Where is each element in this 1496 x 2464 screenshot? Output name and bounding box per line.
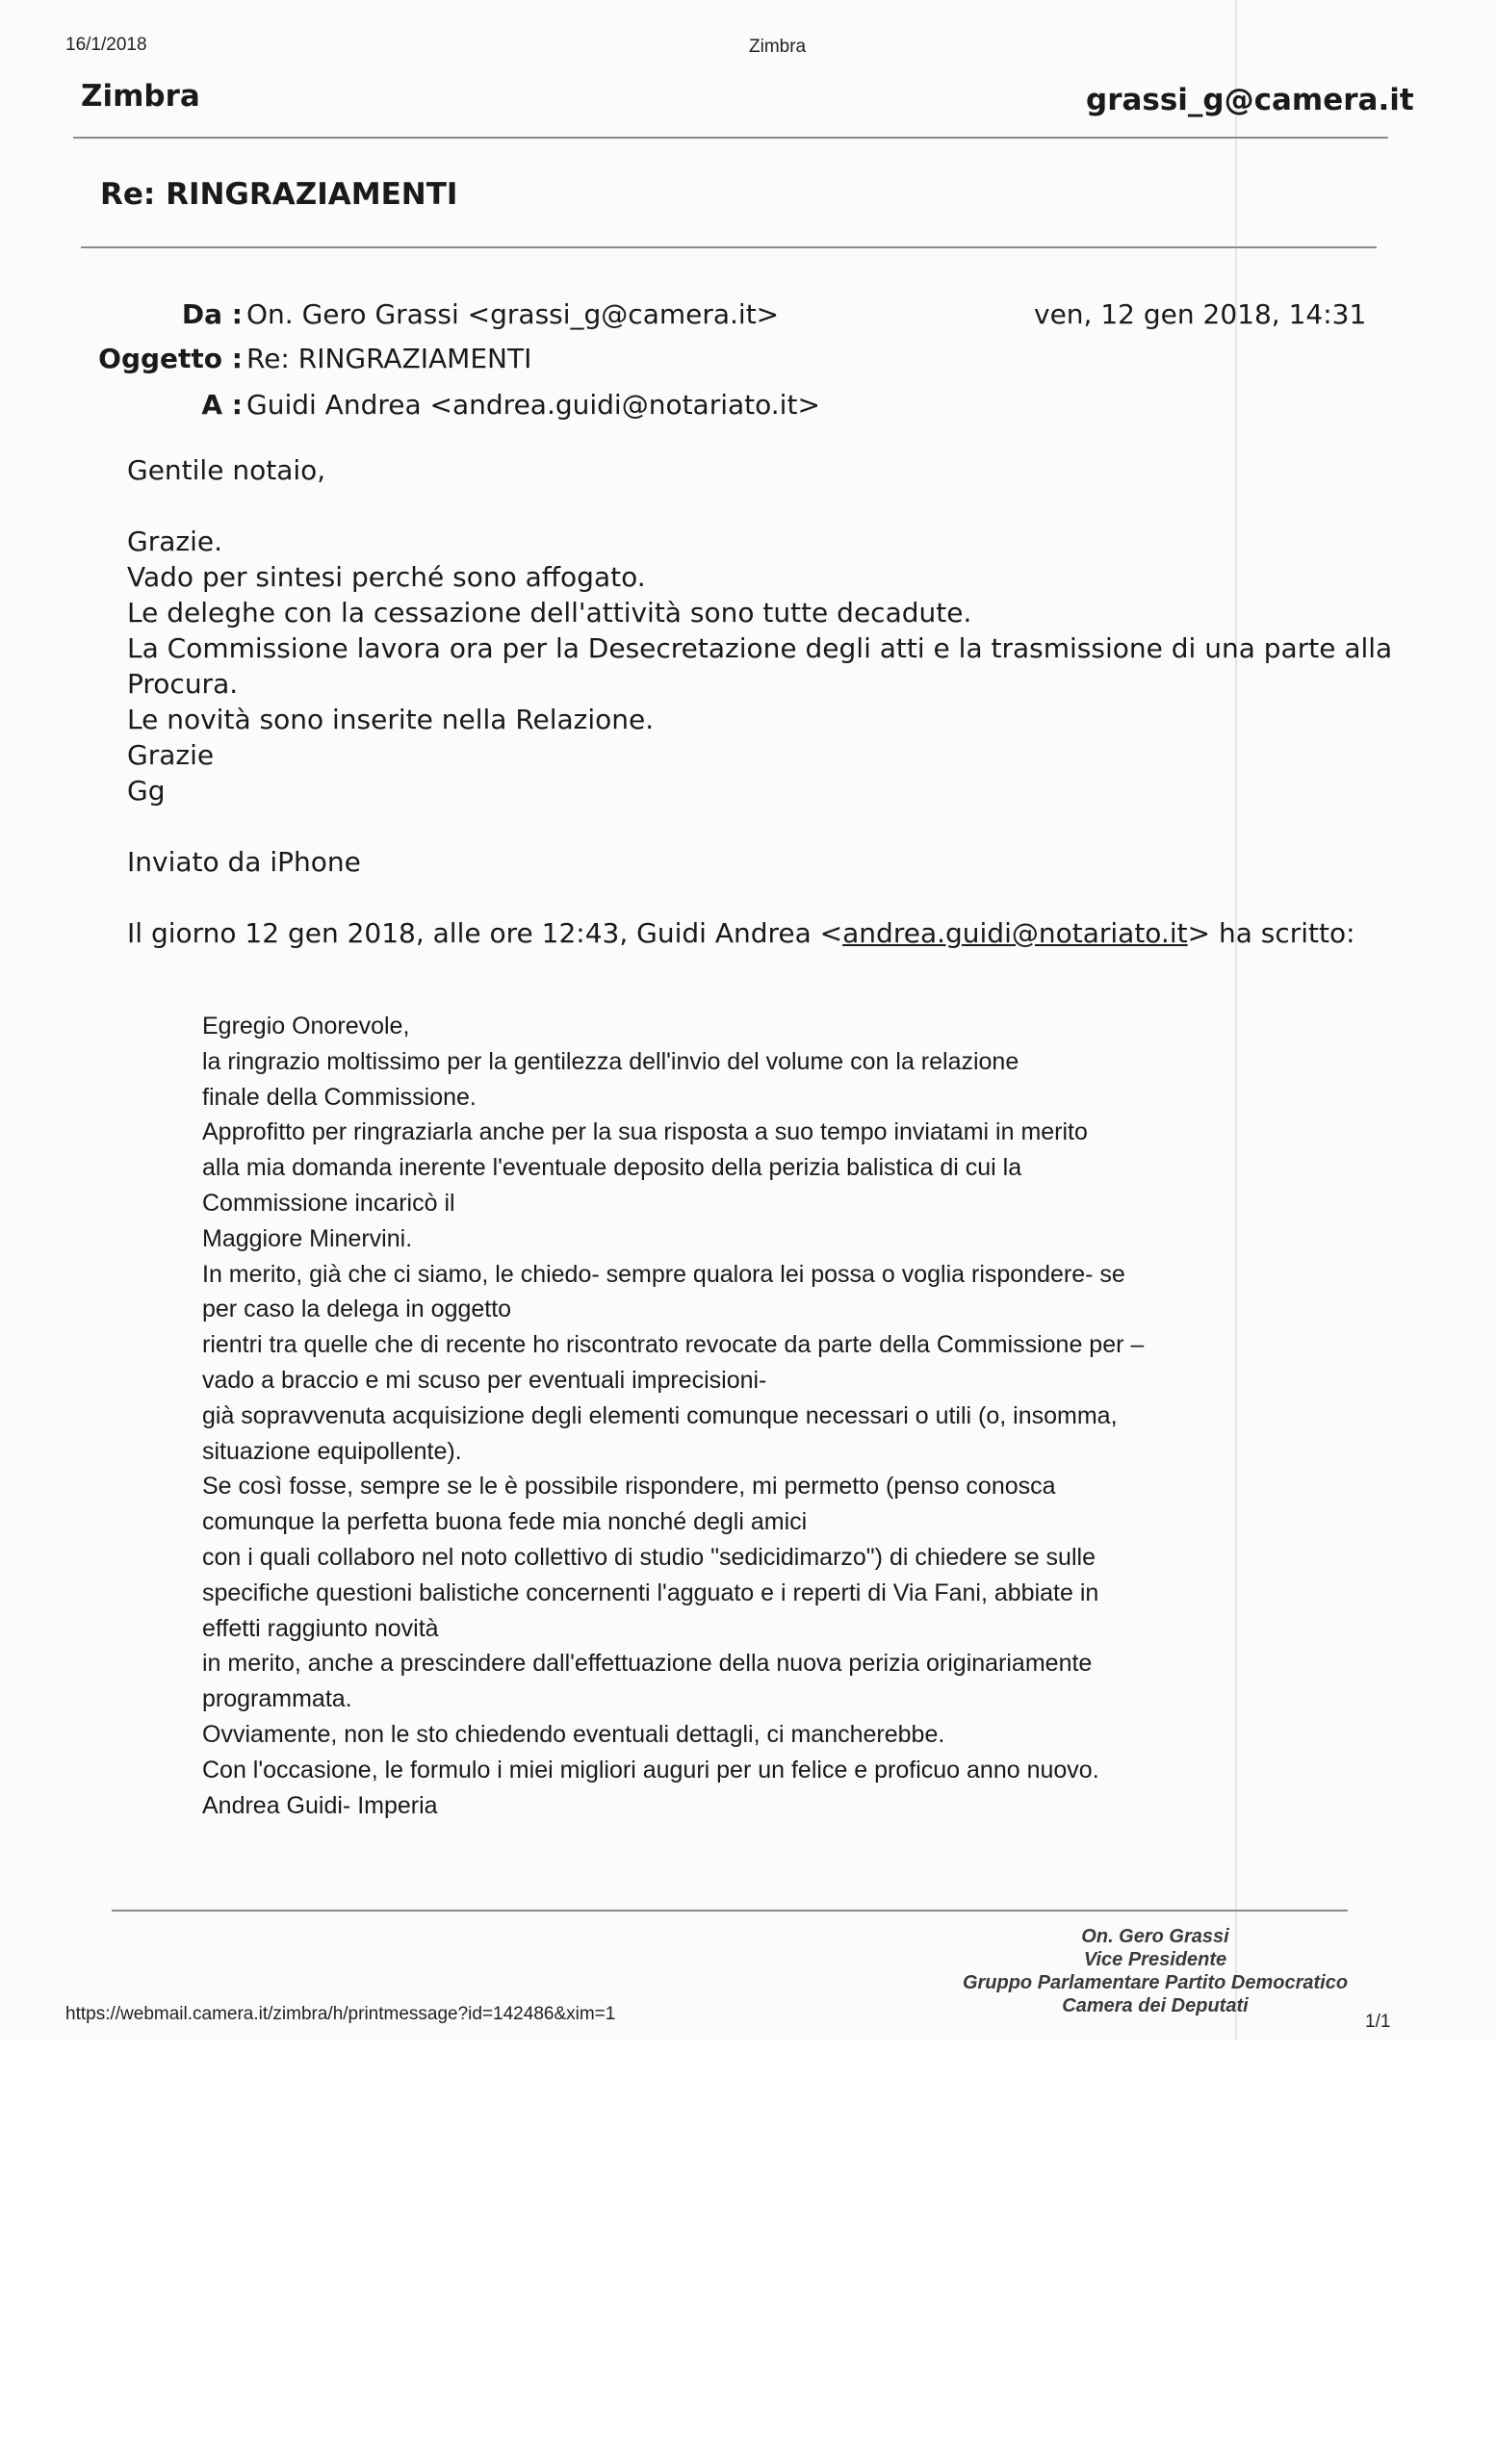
reply-line: Grazie.: [127, 526, 222, 557]
reply-line: Gg: [127, 775, 166, 807]
signature-line: Inviato da iPhone: [127, 846, 361, 878]
page-number: 1/1: [1365, 2012, 1391, 2032]
reply-line: [127, 880, 1379, 915]
stamp-group: Gruppo Parlamentare Partito Democratico: [962, 1972, 1349, 1993]
quote-intro: [127, 915, 1379, 951]
reply-line: Vado per sintesi perché sono affogato.: [127, 561, 646, 593]
quoted-line: Egregio Onorevole,: [202, 1013, 410, 1040]
quote-intro-prefix: Il giorno 12 gen 2018, alle ore 12:43, Guidi Andrea <: [127, 917, 843, 949]
quoted-line: con i quali collaboro nel noto collettivo di studio "sedicidimarzo") di chiedere se sulle: [202, 1543, 1096, 1571]
brand-title: Zimbra: [81, 79, 200, 114]
quoted-line: per caso la delega in oggetto: [202, 1296, 512, 1323]
quoted-line: finale della Commissione.: [202, 1083, 477, 1111]
sender-email-link[interactable]: andrea.guidi@notariato.it: [842, 917, 1188, 949]
message-date: ven, 12 gen 2018, 14:31: [1034, 298, 1367, 330]
quoted-line: Commissione incaricò il: [202, 1189, 455, 1217]
quote-intro-suffix: > ha scritto:: [1187, 917, 1355, 949]
quoted-line: Maggiore Minervini.: [202, 1224, 413, 1252]
quoted-line: situazione equipollente).: [202, 1437, 462, 1465]
subject-value: Re: RINGRAZIAMENTI: [246, 343, 532, 374]
subject-divider: [81, 246, 1377, 248]
reply-body: [127, 452, 1393, 951]
quoted-line: In merito, già che ci siamo, le chiedo- sempre qualora lei possa o voglia rispondere- se: [202, 1260, 1125, 1288]
reply-line: [127, 808, 1379, 844]
reply-line: Le novità sono inserite nella Relazione.: [127, 704, 655, 735]
reply-line: Gentile notaio,: [127, 454, 326, 486]
quoted-line: effetti raggiunto novità: [202, 1614, 439, 1642]
print-app-title: Zimbra: [749, 37, 807, 57]
stamp-chamber: Camera dei Deputati: [1062, 1995, 1249, 2016]
quoted-line: comunque la perfetta buona fede mia nonché degli amici: [202, 1508, 808, 1536]
stamp-name: On. Gero Grassi: [1081, 1926, 1229, 1947]
print-url: https://webmail.camera.it/zimbra/h/printmessage?id=142486&xim=1: [65, 2004, 616, 2024]
from-value: On. Gero Grassi <grassi_g@camera.it>: [246, 298, 780, 330]
account-email: grassi_g@camera.it: [1086, 83, 1414, 117]
to-label: A :: [201, 389, 243, 421]
quoted-line: Approfitto per ringraziarla anche per la sua risposta a suo tempo inviatami in merito: [202, 1118, 1088, 1146]
footer-divider: [112, 1910, 1348, 1912]
print-date: 16/1/2018: [65, 35, 147, 55]
quoted-line: alla mia domanda inerente l'eventuale deposito della perizia balistica di cui la: [202, 1154, 1022, 1182]
header-divider: [73, 137, 1388, 139]
quoted-line: Ovviamente, non le sto chiedendo eventuali dettagli, ci mancherebbe.: [202, 1720, 945, 1748]
quoted-message: [202, 1009, 1300, 1823]
reply-line: Procura.: [127, 668, 239, 700]
quoted-line: la ringrazio moltissimo per la gentilezza dell'invio del volume con la relazione: [202, 1047, 1019, 1075]
quoted-line: già sopravvenuta acquisizione degli elementi comunque necessari o utili (o, insomma,: [202, 1401, 1118, 1429]
quoted-line: specifiche questioni balistiche concernenti l'agguato e i reperti di Via Fani, abbiate in: [202, 1578, 1099, 1606]
reply-line: La Commissione lavora ora per la Desecretazione degli atti e la trasmissione di una parte alla: [127, 632, 1393, 664]
quoted-line: programmata.: [202, 1685, 352, 1713]
to-value: Guidi Andrea <andrea.guidi@notariato.it>: [246, 389, 820, 421]
official-stamp: [943, 1925, 1367, 2017]
quoted-line: vado a braccio e mi scuso per eventuali imprecisioni-: [202, 1366, 767, 1394]
reply-line: Le deleghe con la cessazione dell'attività sono tutte decadute.: [127, 597, 972, 629]
stamp-role: Vice Presidente: [1083, 1949, 1227, 1970]
quoted-line: in merito, anche a prescindere dall'effettuazione della nuova perizia originariamente: [202, 1650, 1093, 1678]
quoted-line: Andrea Guidi- Imperia: [202, 1791, 438, 1819]
subject-title: Re: RINGRAZIAMENTI: [100, 177, 458, 212]
reply-line: Grazie: [127, 739, 215, 771]
from-label: Da :: [181, 298, 243, 330]
reply-line: [127, 488, 1379, 524]
quoted-line: Se così fosse, sempre se le è possibile rispondere, mi permetto (penso conosca: [202, 1473, 1056, 1501]
quoted-line: rientri tra quelle che di recente ho riscontrato revocate da parte della Commissione per –: [202, 1331, 1145, 1359]
subject-label: Oggetto :: [98, 343, 243, 374]
quoted-line: Con l'occasione, le formulo i miei migliori auguri per un felice e proficuo anno nuovo.: [202, 1756, 1099, 1784]
